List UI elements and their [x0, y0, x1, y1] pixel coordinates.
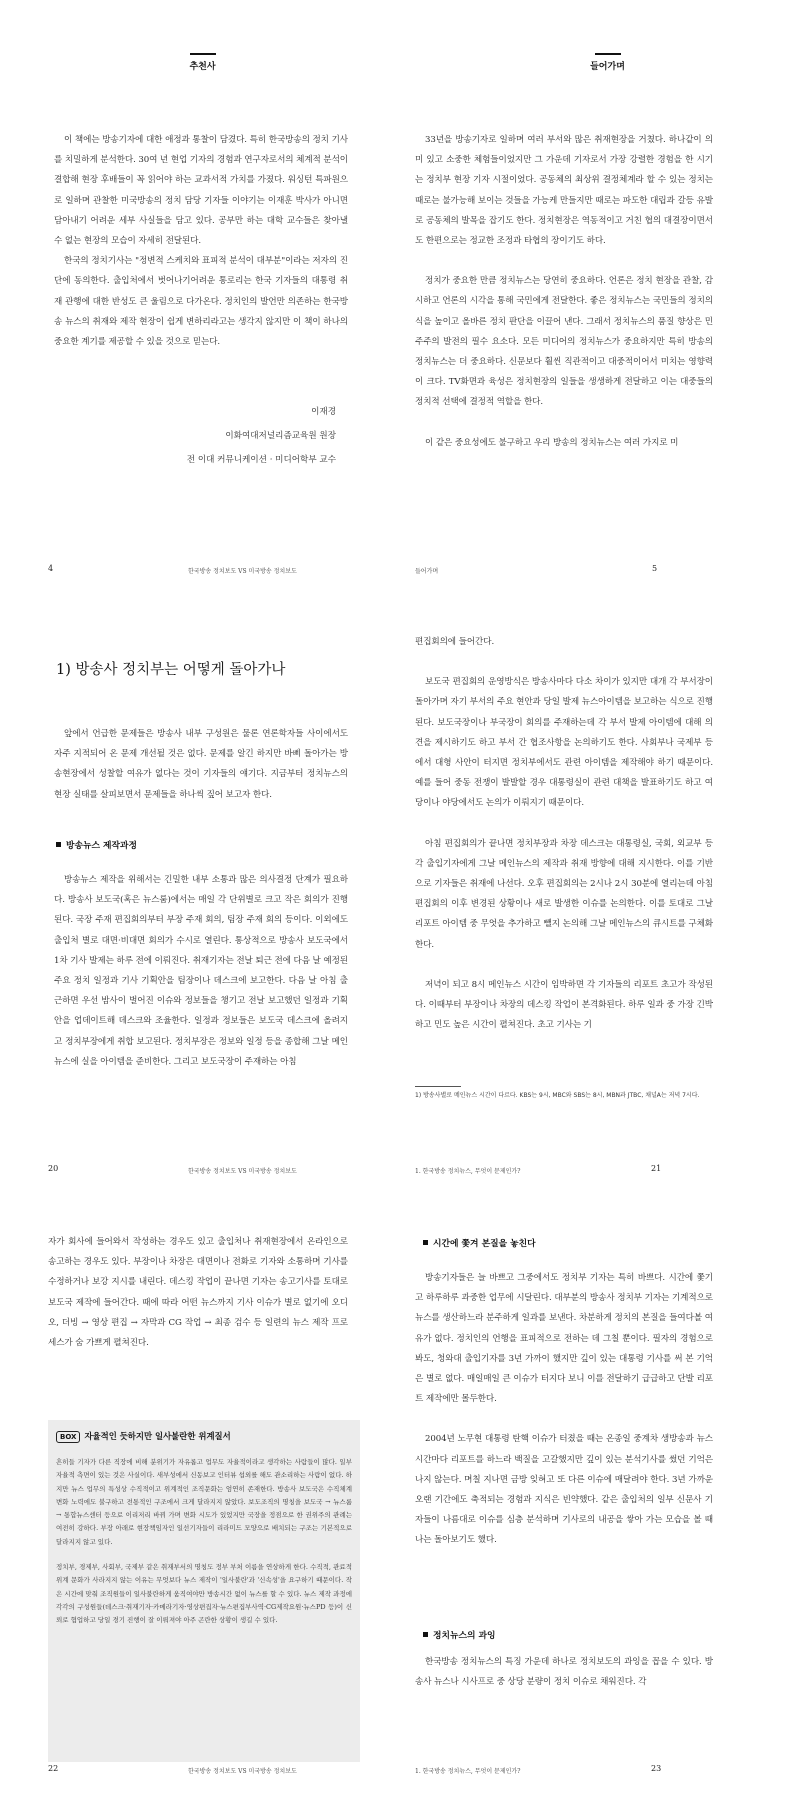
page-5: [405, 0, 810, 600]
box-paragraph: 정치부, 경제부, 사회부, 국제부 같은 취재부서의 명칭도 정부 부처 이름을 연상하게 한다. 수직적, 관료적 위계 문화가 사라지지 않는 이유는 무엇보다 뉴스 제작이 '일사불란'과 '신속성'을 요구하기 때문이다. 작은 시간에 맞춰 조직원들이 일사불란하게 움직여야만 방송시간 없이 뉴스를 할 수 있다. 뉴스 제작 과정에 각각의 구성원들(데스크·취재기자·카메라기자·영상편집자·뉴스편집부사역·CG제작요원·뉴스PD 등)이 신뢰로 협업하고 당일 경기 진행이 잘 이뤄져야 아주 곤란한 상황이 생길 수 있다.: [56, 1563, 352, 1625]
box-text: [56, 1456, 352, 1628]
signature-block: [187, 400, 336, 472]
page-number: 4: [48, 564, 54, 573]
box-title: [56, 1430, 231, 1443]
page-number: 20: [48, 1164, 59, 1173]
page-20: [0, 600, 405, 1200]
page-number: 23: [651, 1764, 662, 1773]
subhead-text: 정치뉴스의 과잉: [433, 1631, 496, 1641]
paragraph: 저녁이 되고 8시 메인뉴스 시간이 임박하면 각 기자들의 리포트 초고가 작성된다. 이때부터 부장이나 차장의 데스킹 작업이 본격화된다. 하루 일과 중 가장 긴박하고 민도 높은 시간이 펼쳐진다. 초고 기사는 기: [415, 979, 713, 1031]
paragraph: 33년을 방송기자로 일하며 여러 부서와 많은 취재현장을 거쳤다. 하나같이 의미 있고 소중한 체험들이었지만 그 가운데 기자로서 가장 강렬한 경험을 한 시기는 정치부 현장 기자 시절이었다. 공동체의 최상위 결정체계라 할 수 있는 정치는 때로는 불가능해 보이는 것들을 가능케 만들지만 때로는 파도한 대립과 갈등 유발로 공동체의 발목을 잡기도 한다. 정치현장은 역동적이고 거친 협의 대결장이면서도 한편으로는 정교한 조정과 타협의 장이기도 하다.: [415, 135, 713, 247]
box-paragraph: 흔히들 기자가 다른 직장에 비해 분위기가 자유롭고 업무도 자율적이라고 생각하는 사람들이 많다. 일부 자율적 측면이 있는 것은 사실이다. 새부성에서 신동보고 인터뷰 섭외를 해도 관소리하는 사람이 없다. 하지만 뉴스 업무의 특성상 수직적이고 위계적인 조직문화는 엄연히 존재한다. 방송사 보도국은 수직체계 변화 노력에도 불구하고 전통적인 구조에서 크게 달라지지 않았다. 보도조직의 명칭을 보도국 → 뉴스룸 → 통합뉴스센터 등으로 이리저리 바꿔 가며 변화 시도가 있었지만 국장을 정점으로 한 권위주의 관례는 여전히 강하다. 부장 아래로 현장책임자인 일선기자들이 리라미드 모양으로 배치되는 구조는 기본적으로 달라지지 않고 있다.: [56, 1458, 352, 1546]
paragraph: 2004년 노무현 대통령 탄핵 이슈가 터졌을 때는 온종일 중계차 생방송과 뉴스시간마다 리포트를 하느라 백질을 고갈했지만 깊이 있는 분석기사를 썼던 기억은 나지 않는다. 며칠 지나면 금방 잊혀고 또 다른 이슈에 매달려야 한다. 3년 가까운 오랜 기간에도 축적되는 경험과 지식은 빈약했다. 같은 출입처의 일부 신문사 기자들이 나름대로 이슈를 심층 분석하며 기사로의 내공을 쌓아 가는 모습을 볼 때 나는 돌아보기도 했다.: [415, 1434, 713, 1546]
subhead: [423, 1628, 496, 1641]
paragraph: 방송뉴스 제작을 위해서는 긴밀한 내부 소통과 많은 의사결정 단계가 필요하다. 방송사 보도국(혹은 뉴스룸)에서는 매일 각 단위별로 크고 작은 회의가 진행된다. 국장 주재 편집회의부터 부장 주재 회의, 팀장 주재 회의 등이다. 이외에도 출입처 별로 대면·비대면 회의가 수시로 열린다. 통상적으로 방송사 보도국에서 1차 기사 발제는 하루 전에 이뤄진다. 취재기자는 전날 퇴근 전에 다음 날 예정된 주요 정치 일정과 기사 기획안을 팀장이나 데스크에 보고한다. 다음 날 아침 출근하면 우선 밤사이 벌어진 이슈와 정보들을 챙기고 전날 보고했던 일정과 기획안을 업데이트해 데스크와 조율한다. 일정과 정보들은 보도국 데스크에 올려지고 정치부장에게 취합 보고된다. 정치부장은 정보와 일정 등을 종합해 그날 메인뉴스에 실을 아이템을 준비한다. 그리고 보도국장이 주재하는 아침: [54, 875, 348, 1067]
signature-affiliation: 전 이대 커뮤니케이션 · 미디어학부 교수: [186, 455, 336, 465]
page-21: [405, 600, 810, 1200]
box-sidebar: [48, 1420, 360, 1762]
running-head: 1. 한국방송 정치뉴스, 무엇이 문제인가?: [415, 1768, 521, 1775]
section-title-text: 추천사: [189, 62, 216, 72]
running-head: 들어가며: [415, 568, 439, 575]
body-text: [54, 870, 348, 1072]
paragraph: 이 같은 중요성에도 불구하고 우리 방송의 정치뉴스는 여러 가지로 미: [425, 437, 679, 448]
paragraph: 한국의 정치기사는 "정변적 스케치와 표피적 분석이 대부분"이라는 저자의 진단에 동의한다. 출입처에서 벗어나기어려운 통로리는 한국 기자들의 대통령 취재 관행에 대한 반성도 큰 울림으로 다가온다. 정치인의 발언만 의존하는 한국방송 뉴스의 취재와 제작 현장이 쉽게 변하리라고는 생각지 않지만 이 책이 하나의 중요한 계기를 제공할 수 있을 것으로 믿는다.: [54, 256, 348, 348]
square-bullet-icon: [56, 842, 61, 847]
paragraph: 정치가 중요한 만큼 정치뉴스는 당연히 중요하다. 언론은 정치 현장을 관찰, 감시하고 언론의 시각을 통해 국민에게 전달한다. 좋은 정치뉴스는 국민들의 정치의식을 높이고 올바른 정치 판단을 이끌어 낸다. 그래서 정치뉴스의 품질 향상은 민주주의 발전의 필수 요소다. 모든 미디어의 정치뉴스가 중요하지만 특히 방송의 정치뉴스는 더 중요하다. 신문보다 훨씬 직관적이고 대중적이어서 미치는 영향력이 크다. TV화면과 육성은 정치현장의 일들을 생생하게 전달하고 이는 대중들의 정치적 선택에 결정적 역할을 한다.: [415, 276, 713, 408]
section-title-rule: [595, 53, 621, 55]
spread-1: [0, 0, 810, 600]
page-23: [405, 1200, 810, 1800]
paragraph: 앞에서 언급한 문제들은 방송사 내부 구성원은 물론 연론학자들 사이에서도 자주 지적되어 온 문제 개선될 것은 없다. 문제를 알긴 하지만 바삐 돌아가는 방송현장에서 성찰할 여유가 없다는 것이 기자들의 얘기다. 지금부터 정치뉴스의 현장 실태를 살피보면서 문제들을 하나씩 짚어 보고자 한다.: [54, 729, 348, 800]
running-head: 한국방송 정치보도 VS 미국방송 정치보도: [188, 568, 297, 575]
page-4: [0, 0, 405, 600]
signature-name: 이재경: [311, 407, 336, 417]
intro-text: [54, 724, 348, 805]
square-bullet-icon: [423, 1632, 428, 1637]
paragraph: 보도국 편집회의 운영방식은 방송사마다 다소 차이가 있지만 대개 각 부서장이 돌아가며 자기 부서의 주요 현안과 당일 발제 뉴스아이템을 보고하는 식으로 진행된다. 보도국장이나 부국장이 회의를 주재하는데 각 부서 발제 아이템에 대해 의견을 제시하기도 하고 부서 간 협조사항을 논의하기도 한다. 사회부나 국제부 등에서 대형 사안이 터지면 정치부에서도 관련 아이템을 제작해야 하기 때문이다. 예를 들어 중동 전쟁이 발발할 경우 대통령실이 관련 대책을 발표하기도 하고 여당이나 야당에서도 논의가 이뤄지기 때문이다.: [415, 677, 713, 809]
running-head: 한국방송 정치보도 VS 미국방송 정치보도: [188, 1768, 297, 1775]
body-text: [54, 130, 348, 352]
section-title: [405, 53, 810, 72]
chapter-title: 1) 방송사 정치부는 어떻게 돌아가나: [56, 662, 286, 678]
body-text-main: [415, 632, 713, 1035]
footnote: 1) 방송사별로 메인뉴스 시간이 다르다. KBS는 9시, MBC와 SBS는 8시, MBN과 JTBC, 채널A는 저녁 7시다.: [415, 1092, 700, 1099]
paragraph: 방송기자들은 늘 바쁘고 그중에서도 정치부 기자는 특히 바쁘다. 시간에 쫓기고 하루하루 과중한 업무에 시달린다. 대부분의 방송사 정치부 기자는 기계적으로 뉴스를 생산하느라 분주하게 일과를 보낸다. 차분하게 정치의 본질을 들여다볼 여유가 없다. 정치인의 언행을 표피적으로 전하는 데 그칠 뿐이다. 필자의 경험으로 봐도, 청와대 출입기자를 3년 가까이 했지만 깊이 있는 대통령 기사를 써 본 기억은 별로 없다. 매일매일 큰 이슈가 터지다 보니 이를 전달하기 급급하고 단발 리포트 제작에만 몰두한다.: [415, 1273, 713, 1405]
section-title-text: 들어가며: [590, 62, 625, 72]
spread-3: [0, 1200, 810, 1800]
page-number: 5: [652, 564, 658, 573]
paragraph: 한국방송 정치뉴스의 특징 가운데 하나로 정치보도의 과잉을 꼽을 수 있다. 방송사 뉴스나 시사프로 중 상당 분량이 정치 이슈로 채워진다. 각: [415, 1657, 713, 1688]
paragraph: 편집회의에 들어간다.: [415, 637, 495, 647]
subhead-text: 방송뉴스 제작과정: [66, 841, 138, 851]
square-bullet-icon: [423, 1240, 428, 1245]
footnote-rule: [415, 1086, 461, 1087]
page-number: 22: [48, 1764, 59, 1773]
box-tag: BOX: [56, 1431, 80, 1443]
box-title-text: 자율적인 듯하지만 일사불란한 위계질서: [84, 1431, 231, 1441]
paragraph: 이 책에는 방송기자에 대한 애정과 통찰이 담겼다. 특히 한국방송의 정치 기사를 치밀하게 분석한다. 30여 년 현업 기자의 경험과 연구자로서의 체계적 분석이 결합해 현장 후배들이 꼭 읽어야 하는 교과서적 가치를 가졌다. 워싱턴 특파원으로 일하며 관찰한 미국방송의 정치 담당 기자들 이야기는 이재훈 박사가 아니면 담아내기 어려운 세부 사실들을 담고 있다. 공부만 하는 대학 교수들은 찾아낼 수 없는 현장의 모습이 자세히 전달된다.: [54, 135, 348, 247]
body-text: [48, 1232, 348, 1353]
body-text: [415, 1268, 713, 1551]
subhead-text: 시간에 쫓겨 본질을 놓친다: [433, 1239, 536, 1249]
subhead: [56, 838, 137, 851]
section-title-rule: [190, 53, 216, 55]
section-title: [0, 53, 405, 72]
paragraph: 자가 회사에 들어와서 작성하는 경우도 있고 출입처나 취재현장에서 온라인으로 송고하는 경우도 있다. 부장이나 차장은 대면이나 전화로 기자와 소통하며 기사를 수정하거나 보강 지시를 내린다. 데스킹 작업이 끝나면 기자는 송고기사를 토대로 보도국 제작에 들어간다. 때에 따라 어떤 뉴스까지 기사 이슈가 별로 없기에 오디오, 더빙 → 영상 편집 → 자막과 CG 작업 → 최종 검수 등 일련의 뉴스 제작 프로세스가 숨 가쁘게 펼쳐진다.: [48, 1237, 348, 1349]
paragraph: 아침 편집회의가 끝나면 정치부장과 차장 데스크는 대통령실, 국회, 외교부 등 각 출입기자에게 그날 메인뉴스의 제작과 취재 방향에 대해 지시한다. 이를 기반으로 기자들은 취재에 나선다. 오후 편집회의는 2시나 2시 30분에 열리는데 아침 편집회의 이후 변경된 상황이나 새로 발생한 이슈를 논의한다. 이를 토대로 그날 리포트 아이템 중 무엇을 추가하고 뺄지 논의해 그날 메인뉴스의 큐시트를 구체화한다.: [415, 838, 713, 950]
body-text: [415, 130, 713, 453]
signature-affiliation: 이화여대저널리즘교육원 원장: [225, 431, 336, 441]
page-number: 21: [651, 1164, 662, 1173]
subhead: [423, 1236, 536, 1249]
page-22: [0, 1200, 405, 1800]
running-head: 한국방송 정치보도 VS 미국방송 정치보도: [188, 1168, 297, 1175]
running-head: 1. 한국방송 정치뉴스, 무엇이 문제인가?: [415, 1168, 521, 1175]
spread-2: [0, 600, 810, 1200]
body-text: [415, 1652, 713, 1692]
